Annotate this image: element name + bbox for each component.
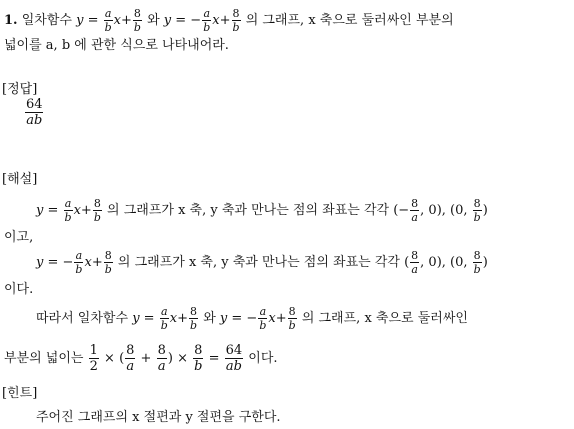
fraction: $\frac{8}{b}$ bbox=[232, 7, 240, 34]
explanation-row-6: 부분의 넓이는 $\frac{1}{2}$ × ( $\frac{8}{a}$ + $\frac{8}{a}$ ) × $\frac{8}{b}$ = $\frac{64}{ab}$ 이다. bbox=[4, 343, 278, 374]
problem-line-2: 넓이를 a, b 에 관한 식으로 나타내어라. bbox=[4, 38, 229, 53]
explanation-label: [해설] bbox=[2, 172, 38, 187]
hint-text: 주어진 그래프의 x 절편과 y 절편을 구한다. bbox=[36, 410, 281, 425]
answer-label: [정답] bbox=[2, 82, 38, 97]
problem-line-1: 1. 일차함수 y = $\frac{a}{b}$ x+ $\frac{8}{b}$ 와 y = − $\frac{a}{b}$ x+ $\frac{8}{b}$ 의 그래프, x 축으로 둘러싸인 부분의 bbox=[4, 7, 454, 34]
explanation-row-1: y = $\frac{a}{b}$ x+ $\frac{8}{b}$ 의 그래프가 x 축, y 축과 만나는 점의 좌표는 각각 (− $\frac{8}{a}$ , 0), (0, $\frac{8}{b}$ ) bbox=[36, 197, 488, 224]
explanation-row-4: 이다. bbox=[4, 282, 34, 297]
fraction: $\frac{8}{b}$ bbox=[133, 7, 141, 34]
explanation-row-2: 이고, bbox=[4, 230, 34, 245]
fraction: $\frac{a}{b}$ bbox=[203, 7, 211, 34]
explanation-row-3: y = − $\frac{a}{b}$ x+ $\frac{8}{b}$ 의 그래프가 x 축, y 축과 만나는 점의 좌표는 각각 ( $\frac{8}{a}$ , 0), (0, $\frac{8}{b}$ ) bbox=[36, 249, 488, 276]
explanation-row-5: 따라서 일차함수 y = $\frac{a}{b}$ x+ $\frac{8}{b}$ 와 y = − $\frac{a}{b}$ x+ $\frac{8}{b}$ 의 그래프, x 축으로 둘러싸인 bbox=[36, 305, 468, 332]
answer-fraction: $\frac{64}{ab}$ bbox=[26, 97, 43, 128]
problem-text: 일차함수 bbox=[21, 13, 72, 28]
answer-value bbox=[24, 98, 45, 127]
hint-label: [힌트] bbox=[2, 386, 38, 401]
fraction: $\frac{a}{b}$ bbox=[104, 7, 112, 34]
problem-number: 1. bbox=[4, 13, 18, 28]
